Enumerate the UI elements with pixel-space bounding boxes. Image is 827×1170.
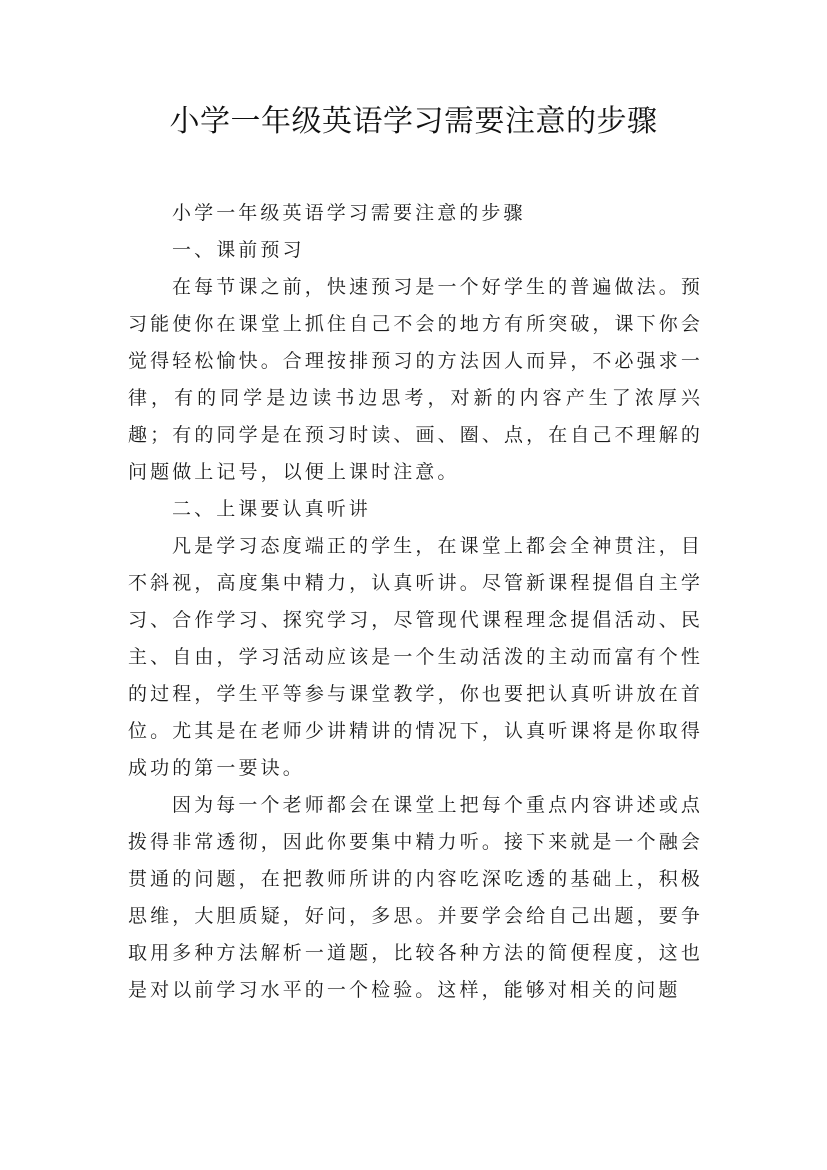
- paragraph-focus: 因为每一个老师都会在课堂上把每个重点内容讲述或点拨得非常透彻，因此你要集中精力听。接下来就是一个融会贯通的问题，在把教师所讲的内容吃深吃透的基础上，积极思维，大胆质疑，好问，多思。并要学会给自己出题，要争取用多种方法解析一道题，比较各种方法的简便程度，这也是对以前学习水平的一个检验。这样，能够对相关的问题: [128, 794, 703, 1001]
- document-title: 小学一年级英语学习需要注意的步骤: [169, 104, 658, 139]
- paragraph-listen: 凡是学习态度端正的学生，在课堂上都会全神贯注，目不斜视，高度集中精力，认真听讲。尽管新课程提倡自主学习、合作学习、探究学习，尽管现代课程理念提倡活动、民主、自由，学习活动应该是一个生动活泼的主动而富有个性的过程，学生平等参与课堂教学，你也要把认真听讲放在首位。尤其是在老师少讲精讲的情况下，认真听课将是你取得成功的第一要诀。: [128, 535, 703, 779]
- section-heading-listen: 二、上课要认真听讲: [172, 498, 371, 520]
- section-heading-preview: 一、课前预习: [172, 239, 305, 261]
- document-body: [128, 195, 703, 1009]
- paragraph-subtitle: 小学一年级英语学习需要注意的步骤: [172, 202, 526, 224]
- paragraph-preview: 在每节课之前，快速预习是一个好学生的普遍做法。预习能使你在课堂上抓住自己不会的地方有所突破，课下你会觉得轻松愉快。合理按排预习的方法因人而异，不必强求一律，有的同学是边读书边思考，对新的内容产生了浓厚兴趣；有的同学是在预习时读、画、圈、点，在自己不理解的问题做上记号，以便上课时注意。: [128, 276, 703, 483]
